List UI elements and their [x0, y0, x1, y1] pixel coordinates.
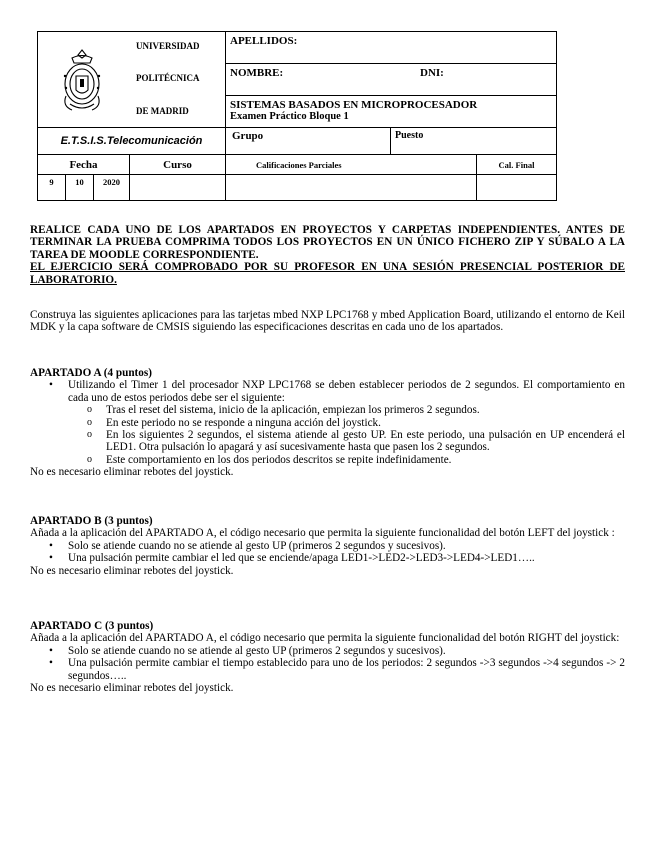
nombre-dni-field: [226, 64, 557, 95]
apartado-a-subitem: o En este periodo no se responde a ninguna acción del joystick.: [106, 417, 625, 429]
date-day: 9: [38, 175, 66, 201]
date-month: 10: [66, 175, 94, 201]
school-name: E.T.S.I.S.Telecomunicación: [38, 128, 226, 155]
apartado-c-bullet: • Una pulsación permite cambiar el tiempo establecido para uno de los periodos: 2 segundos ->3 segundos ->4 segundos -> 2 segundos…..: [68, 657, 625, 682]
university-crest-logo: [56, 46, 108, 114]
cal-final-label: Cal. Final: [477, 155, 557, 175]
apartado-a-bullet: [68, 379, 625, 466]
apartado-b-section: [30, 515, 625, 577]
intro-text: Construya las siguientes aplicaciones para las tarjetas mbed NXP LPC1768 y mbed Application Board, utilizando el entorno de Keil MDK y la capa software de CMSIS siguiendo las especificaciones descritas en cada uno de los apartados.: [30, 309, 625, 334]
apartado-a-title: APARTADO A (4 puntos): [30, 367, 152, 379]
instructions-line-2: EL EJERCICIO SERÁ COMPROBADO POR SU PROFESOR EN UNA SESIÓN PRESENCIAL POSTERIOR DE LABORATORIO.: [30, 261, 625, 286]
apartado-c-bullet: • Solo se atiende cuando no se atiende al gesto UP (primeros 2 segundos y sucesivos).: [68, 645, 625, 657]
university-name-line-1: UNIVERSIDAD: [136, 41, 200, 51]
puesto-label: Puesto: [395, 130, 424, 141]
instructions-block: [30, 224, 625, 286]
cal-final-value: [477, 175, 557, 201]
grupo-label: Grupo: [232, 130, 264, 142]
intro-paragraph: [30, 309, 625, 334]
apartado-a-note: No es necesario eliminar rebotes del joystick.: [30, 466, 234, 479]
apartado-c-note: No es necesario eliminar rebotes del joystick.: [30, 682, 234, 695]
university-block: [38, 32, 226, 128]
curso-label: Curso: [130, 155, 226, 175]
apartado-b-bullet: • Solo se atiende cuando no se atiende al gesto UP (primeros 2 segundos y sucesivos).: [68, 540, 625, 552]
apartado-a-section: [30, 367, 625, 479]
apellidos-label: APELLIDOS:: [230, 35, 298, 47]
dni-label: DNI:: [420, 67, 444, 80]
exam-header-table: [37, 31, 557, 201]
apartado-c-section: [30, 620, 625, 694]
apartado-b-title: APARTADO B (3 puntos): [30, 515, 153, 527]
subject-title: SISTEMAS BASADOS EN MICROPROCESADOR: [230, 98, 478, 111]
apartado-b-intro: Añada a la aplicación del APARTADO A, el código necesario que permita la siguiente funcionalidad del botón LEFT del joystick :: [30, 527, 615, 540]
instructions-line-1: REALICE CADA UNO DE LOS APARTADOS EN PROYECTOS Y CARPETAS INDEPENDIENTES. ANTES DE TERMINAR LA PRUEBA COMPRIMA TODOS LOS PROYECTOS EN UN ÚNICO FICHERO ZIP Y SÚBALO A LA TAREA DE MOODLE CORRESPONDIENTE.: [30, 224, 625, 261]
university-name-line-2: POLITÉCNICA: [136, 73, 200, 83]
university-name-line-3: DE MADRID: [136, 106, 189, 116]
apartado-b-bullet: • Una pulsación permite cambiar el led que se enciende/apaga LED1->LED2->LED3->LED4->LED1…..: [68, 552, 625, 564]
calificaciones-label: Calificaciones Parciales: [226, 155, 477, 175]
apartado-a-subitem: o Este comportamiento en los dos periodos descritos se repite indefinidamente.: [106, 454, 625, 466]
curso-value: [130, 175, 226, 201]
nombre-label: NOMBRE:: [230, 67, 284, 80]
calificaciones-value: [226, 175, 477, 201]
puesto-field: [391, 128, 557, 155]
apellidos-field: [226, 32, 557, 64]
apartado-b-note: No es necesario eliminar rebotes del joystick.: [30, 564, 234, 577]
exam-title: Examen Práctico Bloque 1: [230, 110, 349, 122]
grupo-field: [226, 128, 391, 155]
apartado-a-bullet-text: Utilizando el Timer 1 del procesador NXP LPC1768 se deben establecer periodos de 2 segundos. El comportamiento en cada uno de estos periodos debe ser el siguiente:: [68, 379, 625, 404]
apartado-c-title: APARTADO C (3 puntos): [30, 620, 154, 632]
apartado-a-subitem: o En los siguientes 2 segundos, el sistema atiende al gesto UP. En este periodo, una pulsación en UP encenderá el LED1. Otra pulsación lo apagará y así sucesivamente hasta que pasen los 2 segundos.: [106, 429, 625, 454]
apartado-c-intro: Añada a la aplicación del APARTADO A, el código necesario que permita la siguiente funcionalidad del botón RIGHT del joystick:: [30, 632, 620, 645]
fecha-label: Fecha: [38, 155, 130, 175]
subject-field: [226, 95, 557, 127]
apartado-a-subitem: o Tras el reset del sistema, inicio de la aplicación, empiezan los primeros 2 segundos.: [106, 404, 625, 416]
date-year: 2020: [94, 175, 130, 201]
